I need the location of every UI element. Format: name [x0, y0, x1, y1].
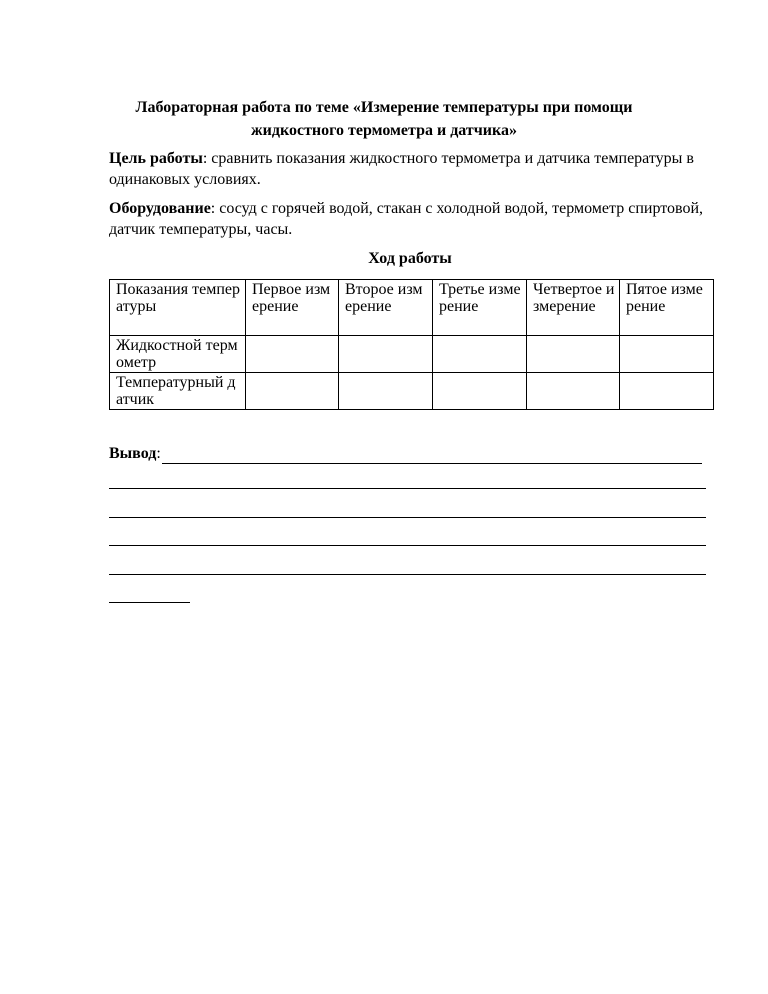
table-cell[interactable] — [527, 373, 620, 410]
header-cell: Третье измерение — [433, 280, 527, 336]
table-cell[interactable] — [246, 336, 339, 373]
table-cell[interactable] — [433, 336, 527, 373]
table-cell[interactable] — [339, 336, 433, 373]
table-cell[interactable] — [246, 373, 339, 410]
table-cell[interactable] — [620, 336, 714, 373]
table-row — [110, 373, 714, 410]
answer-line[interactable] — [109, 517, 706, 518]
conclusion-line — [109, 444, 702, 464]
table-cell[interactable] — [433, 373, 527, 410]
goal-label: Цель работы — [109, 150, 203, 167]
equipment-paragraph — [109, 198, 709, 240]
conclusion-colon: : — [156, 445, 161, 462]
conclusion-blank[interactable] — [162, 449, 702, 464]
document-title: Лабораторная работа по теме «Измерение температуры при помощи жидкостного термометра и датчика» — [135, 99, 633, 139]
conclusion-label: Вывод — [109, 445, 157, 462]
measurement-table — [109, 279, 714, 410]
table-header-row — [110, 280, 714, 336]
header-cell: Второе измерение — [339, 280, 433, 336]
answer-line[interactable] — [109, 545, 706, 546]
header-cell: Показания температуры — [110, 280, 246, 336]
header-cell: Первое измерение — [246, 280, 339, 336]
table-cell[interactable] — [527, 336, 620, 373]
row-label-cell: Жидкостной термометр — [110, 336, 246, 373]
table-row — [110, 336, 714, 373]
answer-line[interactable] — [109, 602, 190, 603]
answer-line[interactable] — [109, 488, 706, 489]
answer-line[interactable] — [109, 574, 706, 575]
header-cell: Пятое измерение — [620, 280, 714, 336]
equipment-label: Оборудование — [109, 200, 211, 217]
table-cell[interactable] — [620, 373, 714, 410]
goal-text: : сравнить показания жидкостного термометра и датчика температуры в одинаковых условиях. — [109, 150, 694, 188]
table-cell[interactable] — [339, 373, 433, 410]
header-cell: Четвертое измерение — [527, 280, 620, 336]
equipment-text: : сосуд с горячей водой, стакан с холодной водой, термометр спиртовой, датчик температуры, часы. — [109, 200, 704, 238]
procedure-heading: Ход работы — [368, 250, 452, 267]
row-label-cell: Температурный датчик — [110, 373, 246, 410]
goal-paragraph — [109, 148, 709, 190]
